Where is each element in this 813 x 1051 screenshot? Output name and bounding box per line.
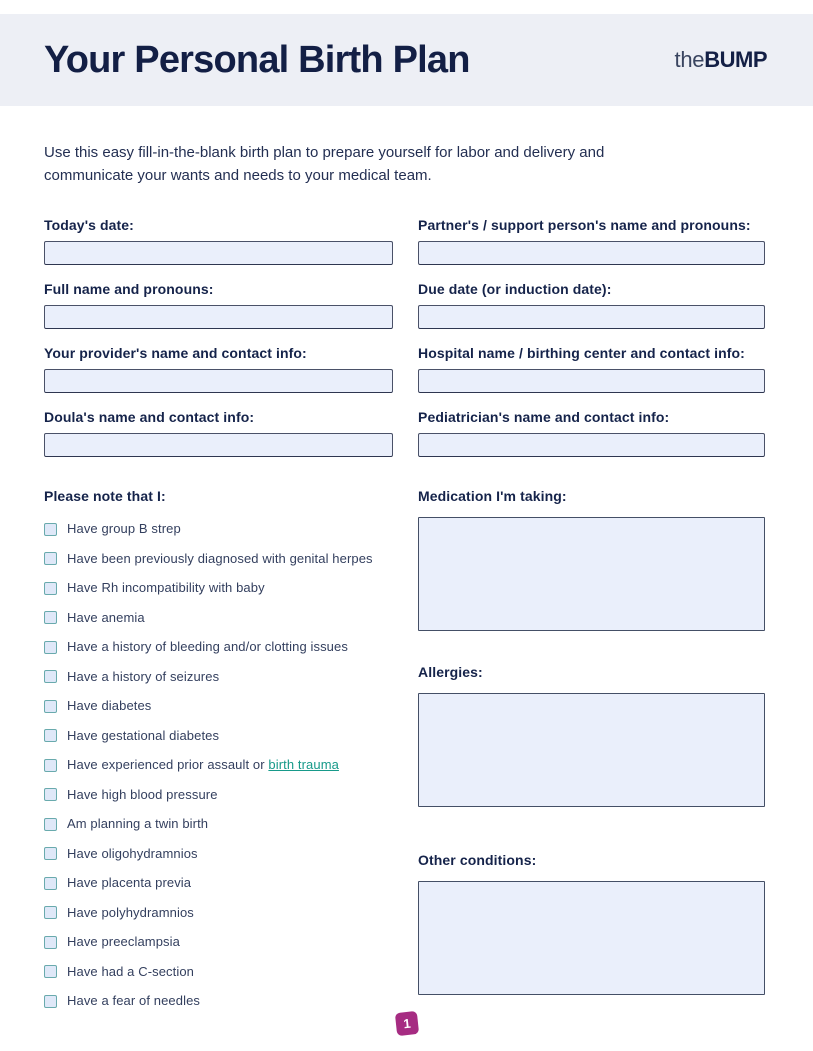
checklist-item <box>44 816 393 832</box>
page-title: Your Personal Birth Plan <box>44 38 470 81</box>
checklist-item <box>44 610 393 626</box>
checklist-item <box>44 846 393 862</box>
checklist-item <box>44 639 393 655</box>
header-band <box>0 14 813 106</box>
checkbox-icon[interactable] <box>44 641 57 654</box>
checkbox-icon[interactable] <box>44 906 57 919</box>
medication-label: Medication I'm taking: <box>418 488 567 504</box>
page-number-badge: 1 <box>395 1011 419 1036</box>
checklist-item <box>44 787 393 803</box>
checklist-item-label: Have group B strep <box>67 521 181 536</box>
checklist-item-label: Have Rh incompatibility with baby <box>67 580 265 595</box>
doula-input[interactable] <box>44 433 393 457</box>
checklist-item-label: Have diabetes <box>67 698 152 713</box>
checklist-item <box>44 964 393 980</box>
thebump-logo <box>675 47 767 73</box>
checklist-item-label: Have oligohydramnios <box>67 845 198 861</box>
provider-input[interactable] <box>44 369 393 393</box>
checklist-section <box>44 488 393 1023</box>
due-date-input[interactable] <box>418 305 765 329</box>
checklist-item <box>44 521 393 537</box>
checklist-item-label: Have preeclampsia <box>67 934 180 949</box>
checklist-item <box>44 551 393 567</box>
other-conditions-textarea[interactable] <box>418 881 765 995</box>
checklist-item-label: Have anemia <box>67 609 145 625</box>
logo-the: the <box>674 47 705 72</box>
checklist-item <box>44 728 393 744</box>
checklist-item-label: Have polyhydramnios <box>67 904 194 920</box>
checklist-item-label: Have high blood pressure <box>67 786 218 802</box>
pediatrician-input[interactable] <box>418 433 765 457</box>
checklist-item-label: Have had a C-section <box>67 963 195 979</box>
checklist-item <box>44 580 393 596</box>
checkbox-icon[interactable] <box>44 611 57 624</box>
logo-bump: BUMP <box>704 47 767 72</box>
field-label: Your provider's name and contact info: <box>44 345 307 361</box>
checklist-item <box>44 905 393 921</box>
checklist-item <box>44 934 393 950</box>
field-label: Hospital name / birthing center and contact info: <box>418 345 745 361</box>
checkbox-icon[interactable] <box>44 759 57 772</box>
field-label: Due date (or induction date): <box>418 281 612 297</box>
checkbox-icon[interactable] <box>44 582 57 595</box>
checklist-item-label: Have gestational diabetes <box>67 727 220 743</box>
field-doula <box>44 409 393 457</box>
field-full-name <box>44 281 393 329</box>
field-label: Doula's name and contact info: <box>44 409 255 425</box>
checkbox-icon[interactable] <box>44 552 57 565</box>
allergies-label: Allergies: <box>418 664 483 680</box>
checkbox-icon[interactable] <box>44 965 57 978</box>
checkbox-icon[interactable] <box>44 936 57 949</box>
field-grid <box>44 217 765 473</box>
checklist-item-label: Have a history of seizures <box>67 668 220 684</box>
checkbox-icon[interactable] <box>44 995 57 1008</box>
checklist-item-label: Have experienced prior assault or birth trauma <box>67 757 339 772</box>
other-conditions-block <box>418 852 765 1000</box>
birth-trauma-link[interactable]: birth trauma <box>268 757 339 772</box>
checklist-items <box>44 521 393 1009</box>
intro-text: Use this easy fill-in-the-blank birth plan to prepare yourself for labor and delivery and communicate your wants and needs to your medical team. <box>44 144 605 184</box>
checkbox-icon[interactable] <box>44 670 57 683</box>
checklist-item-label: Have a history of bleeding and/or clotting issues <box>67 639 348 654</box>
checkbox-icon[interactable] <box>44 818 57 831</box>
field-hospital <box>418 345 765 393</box>
other-conditions-label: Other conditions: <box>418 852 537 868</box>
todays-date-input[interactable] <box>44 241 393 265</box>
checklist-heading: Please note that I: <box>44 488 166 504</box>
notes-section <box>418 488 765 1023</box>
checkbox-icon[interactable] <box>44 729 57 742</box>
checkbox-icon[interactable] <box>44 523 57 536</box>
field-label: Partner's / support person's name and pronouns: <box>418 217 751 233</box>
checklist-item-label: Am planning a twin birth <box>67 816 209 831</box>
checkbox-icon[interactable] <box>44 788 57 801</box>
full-name-input[interactable] <box>44 305 393 329</box>
medication-block <box>418 488 765 664</box>
field-pediatrician <box>418 409 765 457</box>
checkbox-icon[interactable] <box>44 877 57 890</box>
checklist-item <box>44 993 393 1009</box>
checklist-item-label: Have placenta previa <box>67 875 192 890</box>
checklist-item <box>44 875 393 891</box>
checklist-item <box>44 757 393 773</box>
allergies-block <box>418 664 765 852</box>
checklist-item-label: Have been previously diagnosed with genital herpes <box>67 550 373 566</box>
field-label: Full name and pronouns: <box>44 281 214 297</box>
checklist-item <box>44 669 393 685</box>
allergies-textarea[interactable] <box>418 693 765 807</box>
field-label: Pediatrician's name and contact info: <box>418 409 670 425</box>
partner-name-input[interactable] <box>418 241 765 265</box>
field-partner-name <box>418 217 765 265</box>
checkbox-icon[interactable] <box>44 847 57 860</box>
bottom-grid <box>44 488 765 1023</box>
field-todays-date <box>44 217 393 265</box>
field-provider <box>44 345 393 393</box>
checkbox-icon[interactable] <box>44 700 57 713</box>
medication-textarea[interactable] <box>418 517 765 631</box>
checklist-item-label: Have a fear of needles <box>67 993 201 1008</box>
hospital-input[interactable] <box>418 369 765 393</box>
field-label: Today's date: <box>44 217 134 233</box>
checklist-item <box>44 698 393 714</box>
field-due-date <box>418 281 765 329</box>
